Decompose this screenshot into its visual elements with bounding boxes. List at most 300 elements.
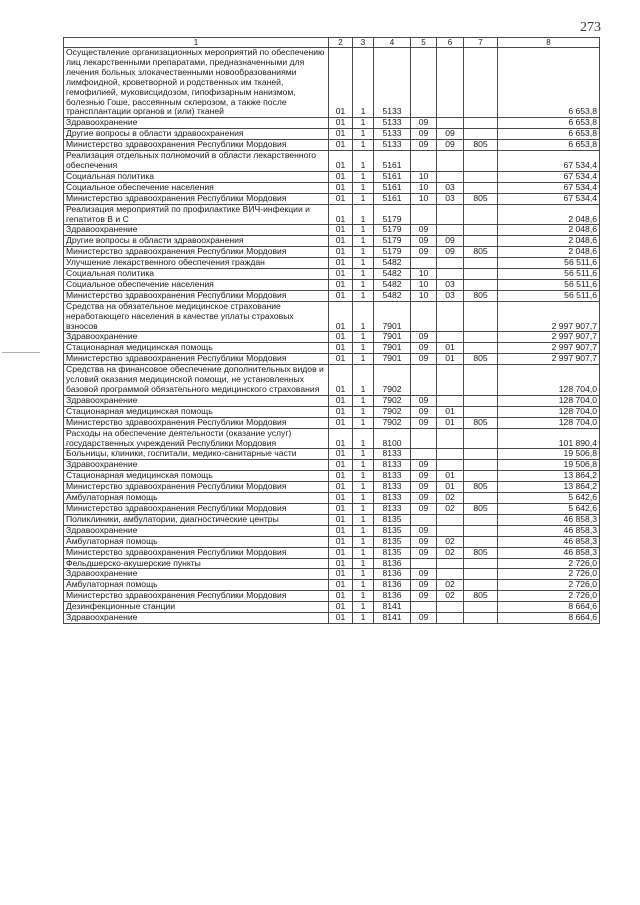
table-row [64,151,600,172]
row-name: Амбулаторная помощь [64,493,329,504]
row-section: 10 [411,193,437,204]
row-ministry-code [464,460,498,471]
table-row [64,558,600,569]
table-row [64,580,600,591]
row-section [411,48,437,118]
row-col-2: 01 [329,365,353,396]
row-col-3: 1 [353,395,374,406]
row-ministry-code [464,602,498,613]
row-amount: 6 653,8 [498,118,600,129]
row-section [411,151,437,172]
table-body [64,48,600,624]
row-section [411,258,437,269]
row-section: 09 [411,525,437,536]
row-subsection: 02 [437,547,464,558]
table-row [64,129,600,140]
row-name: Социальная политика [64,171,329,182]
row-subsection [437,569,464,580]
row-subsection: 02 [437,503,464,514]
row-subsection: 03 [437,290,464,301]
row-amount: 2 048,6 [498,247,600,258]
row-target-code: 8133 [374,471,411,482]
table-row [64,182,600,193]
row-target-code: 5179 [374,225,411,236]
table-row [64,514,600,525]
row-col-3: 1 [353,332,374,343]
row-ministry-code: 805 [464,482,498,493]
row-target-code: 8133 [374,449,411,460]
row-amount: 13 864,2 [498,471,600,482]
row-col-2: 01 [329,503,353,514]
row-col-2: 01 [329,225,353,236]
table-row [64,301,600,332]
row-ministry-code [464,301,498,332]
row-ministry-code [464,613,498,624]
table-row [64,343,600,354]
row-target-code: 5179 [374,236,411,247]
row-name: Больницы, клиники, госпитали, медико-санитарные части [64,449,329,460]
row-col-3: 1 [353,514,374,525]
row-col-3: 1 [353,365,374,396]
row-ministry-code [464,395,498,406]
row-target-code: 8133 [374,503,411,514]
row-target-code: 8133 [374,482,411,493]
row-amount: 6 653,8 [498,129,600,140]
row-name: Здравоохранение [64,225,329,236]
row-col-3: 1 [353,182,374,193]
row-section: 09 [411,236,437,247]
row-subsection: 03 [437,193,464,204]
row-amount: 2 997 907,7 [498,343,600,354]
row-name: Стационарная медицинская помощь [64,471,329,482]
row-ministry-code: 805 [464,417,498,428]
row-target-code: 5482 [374,258,411,269]
row-subsection: 02 [437,591,464,602]
row-name: Министерство здравоохранения Республики Мордовия [64,547,329,558]
row-amount: 46 858,3 [498,514,600,525]
row-subsection [437,269,464,280]
row-col-3: 1 [353,236,374,247]
row-subsection [437,613,464,624]
row-col-2: 01 [329,471,353,482]
row-col-2: 01 [329,354,353,365]
header-col-7: 7 [464,38,498,48]
row-col-2: 01 [329,514,353,525]
header-col-4: 4 [374,38,411,48]
row-subsection: 01 [437,482,464,493]
row-target-code: 8141 [374,613,411,624]
row-col-3: 1 [353,269,374,280]
row-name: Здравоохранение [64,118,329,129]
table-row [64,258,600,269]
row-target-code: 5482 [374,279,411,290]
row-col-2: 01 [329,417,353,428]
row-amount: 67 534,4 [498,182,600,193]
page-number: 273 [580,20,601,35]
row-ministry-code [464,258,498,269]
table-row [64,449,600,460]
row-subsection: 03 [437,279,464,290]
row-name: Реализация мероприятий по профилактике ВИЧ-инфекции и гепатитов B и C [64,204,329,225]
row-ministry-code [464,493,498,504]
row-target-code: 5179 [374,247,411,258]
row-subsection: 03 [437,182,464,193]
row-ministry-code: 805 [464,193,498,204]
row-ministry-code [464,236,498,247]
row-col-3: 1 [353,171,374,182]
row-col-3: 1 [353,460,374,471]
row-section [411,301,437,332]
row-section: 10 [411,182,437,193]
row-section: 09 [411,536,437,547]
row-amount: 2 048,6 [498,225,600,236]
row-col-2: 01 [329,236,353,247]
row-col-2: 01 [329,204,353,225]
table-row [64,525,600,536]
table-row [64,417,600,428]
row-subsection [437,204,464,225]
row-col-3: 1 [353,129,374,140]
row-col-3: 1 [353,591,374,602]
row-target-code: 7902 [374,406,411,417]
row-subsection [437,301,464,332]
row-col-3: 1 [353,503,374,514]
row-section: 10 [411,269,437,280]
row-amount: 67 534,4 [498,151,600,172]
row-col-2: 01 [329,182,353,193]
row-amount: 46 858,3 [498,525,600,536]
row-col-3: 1 [353,569,374,580]
row-col-2: 01 [329,547,353,558]
row-ministry-code [464,558,498,569]
table-row [64,279,600,290]
row-section: 09 [411,354,437,365]
row-col-2: 01 [329,129,353,140]
row-target-code: 7902 [374,417,411,428]
table-row [64,482,600,493]
row-ministry-code [464,536,498,547]
row-col-3: 1 [353,602,374,613]
row-amount: 2 726,0 [498,580,600,591]
row-subsection [437,332,464,343]
table-row [64,365,600,396]
row-name: Здравоохранение [64,332,329,343]
row-name: Министерство здравоохранения Республики Мордовия [64,140,329,151]
table-row [64,332,600,343]
row-amount: 2 997 907,7 [498,332,600,343]
row-amount: 2 726,0 [498,569,600,580]
row-amount: 128 704,0 [498,365,600,396]
row-name: Стационарная медицинская помощь [64,406,329,417]
row-target-code: 8135 [374,547,411,558]
row-amount: 2 048,6 [498,236,600,247]
row-name: Улучшение лекарственного обеспечения граждан [64,258,329,269]
row-col-2: 01 [329,525,353,536]
row-section [411,428,437,449]
row-name: Здравоохранение [64,395,329,406]
table-row [64,193,600,204]
row-section: 09 [411,569,437,580]
row-target-code: 8135 [374,536,411,547]
row-ministry-code [464,204,498,225]
row-col-3: 1 [353,493,374,504]
row-col-2: 01 [329,290,353,301]
row-amount: 5 642,6 [498,493,600,504]
row-col-2: 01 [329,406,353,417]
row-section: 09 [411,395,437,406]
row-ministry-code [464,471,498,482]
row-target-code: 5133 [374,129,411,140]
row-ministry-code [464,406,498,417]
row-col-3: 1 [353,193,374,204]
row-section [411,365,437,396]
row-section: 10 [411,171,437,182]
row-target-code: 8136 [374,591,411,602]
table-row [64,406,600,417]
row-col-3: 1 [353,547,374,558]
row-col-3: 1 [353,354,374,365]
row-col-3: 1 [353,428,374,449]
row-subsection: 09 [437,236,464,247]
margin-mark [2,352,40,353]
row-subsection [437,225,464,236]
row-ministry-code: 805 [464,290,498,301]
table-row [64,269,600,280]
row-col-3: 1 [353,482,374,493]
row-amount: 56 511,6 [498,290,600,301]
row-amount: 67 534,4 [498,193,600,204]
row-ministry-code [464,569,498,580]
row-amount: 101 890,4 [498,428,600,449]
row-ministry-code: 805 [464,503,498,514]
row-subsection [437,258,464,269]
row-col-3: 1 [353,558,374,569]
row-col-3: 1 [353,471,374,482]
header-row [64,38,600,48]
header-col-3: 3 [353,38,374,48]
row-amount: 2 997 907,7 [498,301,600,332]
row-amount: 8 664,6 [498,613,600,624]
row-col-3: 1 [353,406,374,417]
table-row [64,236,600,247]
row-name: Министерство здравоохранения Республики Мордовия [64,591,329,602]
row-target-code: 8100 [374,428,411,449]
row-col-2: 01 [329,395,353,406]
row-col-2: 01 [329,482,353,493]
row-ministry-code [464,182,498,193]
row-name: Министерство здравоохранения Республики Мордовия [64,247,329,258]
row-col-2: 01 [329,140,353,151]
row-ministry-code: 805 [464,354,498,365]
row-target-code: 5133 [374,140,411,151]
row-subsection: 01 [437,417,464,428]
row-subsection [437,395,464,406]
row-col-2: 01 [329,193,353,204]
row-subsection: 01 [437,354,464,365]
row-ministry-code: 805 [464,547,498,558]
row-ministry-code [464,118,498,129]
row-target-code: 5161 [374,151,411,172]
row-amount: 2 726,0 [498,591,600,602]
row-name: Амбулаторная помощь [64,580,329,591]
row-col-3: 1 [353,417,374,428]
row-ministry-code [464,428,498,449]
row-subsection [437,118,464,129]
row-amount: 46 858,3 [498,536,600,547]
row-col-3: 1 [353,343,374,354]
row-ministry-code [464,129,498,140]
row-amount: 13 864,2 [498,482,600,493]
header-col-6: 6 [437,38,464,48]
table-row [64,591,600,602]
row-subsection [437,449,464,460]
row-ministry-code [464,580,498,591]
row-subsection: 01 [437,343,464,354]
row-amount: 2 048,6 [498,204,600,225]
row-amount: 2 997 907,7 [498,354,600,365]
row-target-code: 5161 [374,171,411,182]
budget-table [63,37,600,624]
row-amount: 128 704,0 [498,417,600,428]
row-amount: 6 653,8 [498,48,600,118]
table-row [64,536,600,547]
row-col-2: 01 [329,493,353,504]
row-ministry-code [464,151,498,172]
row-section: 09 [411,406,437,417]
row-name: Средства на обязательное медицинское страхование неработающего населения в качестве уплаты страховых взносов [64,301,329,332]
row-subsection [437,171,464,182]
table-row [64,602,600,613]
row-section: 09 [411,343,437,354]
row-subsection: 02 [437,580,464,591]
row-subsection [437,48,464,118]
table-row [64,48,600,118]
row-name: Другие вопросы в области здравоохранения [64,236,329,247]
row-amount: 6 653,8 [498,140,600,151]
row-name: Средства на финансовое обеспечение дополнительных видов и условий оказания медицинской помощи, не установленных базовой программой обязательного медицинского страхования [64,365,329,396]
row-name: Здравоохранение [64,613,329,624]
row-target-code: 8133 [374,493,411,504]
row-target-code: 8136 [374,558,411,569]
row-target-code: 5133 [374,48,411,118]
row-col-3: 1 [353,151,374,172]
row-name: Дезинфекционные станции [64,602,329,613]
table-row [64,247,600,258]
row-col-3: 1 [353,225,374,236]
row-name: Министерство здравоохранения Республики Мордовия [64,290,329,301]
row-name: Стационарная медицинская помощь [64,343,329,354]
table-row [64,503,600,514]
row-col-2: 01 [329,613,353,624]
row-col-2: 01 [329,580,353,591]
row-name: Здравоохранение [64,460,329,471]
row-name: Социальное обеспечение населения [64,182,329,193]
row-col-3: 1 [353,536,374,547]
row-ministry-code [464,48,498,118]
row-col-3: 1 [353,258,374,269]
row-col-2: 01 [329,269,353,280]
row-ministry-code: 805 [464,140,498,151]
row-name: Министерство здравоохранения Республики Мордовия [64,193,329,204]
row-ministry-code [464,525,498,536]
row-ministry-code [464,279,498,290]
row-col-3: 1 [353,279,374,290]
row-ministry-code [464,332,498,343]
row-col-3: 1 [353,301,374,332]
table-row [64,204,600,225]
row-target-code: 8141 [374,602,411,613]
row-target-code: 8133 [374,460,411,471]
row-amount: 19 506,8 [498,460,600,471]
row-col-2: 01 [329,428,353,449]
row-subsection [437,602,464,613]
row-target-code: 7901 [374,354,411,365]
row-col-2: 01 [329,602,353,613]
row-amount: 128 704,0 [498,395,600,406]
row-name: Другие вопросы в области здравоохранения [64,129,329,140]
row-subsection: 09 [437,140,464,151]
row-col-2: 01 [329,171,353,182]
row-name: Социальное обеспечение населения [64,279,329,290]
row-target-code: 7902 [374,365,411,396]
table-row [64,171,600,182]
row-col-3: 1 [353,449,374,460]
table-row [64,290,600,301]
row-name: Амбулаторная помощь [64,536,329,547]
row-subsection: 01 [437,406,464,417]
row-ministry-code [464,343,498,354]
row-amount: 19 506,8 [498,449,600,460]
row-col-3: 1 [353,525,374,536]
row-subsection: 02 [437,536,464,547]
row-target-code: 8136 [374,569,411,580]
row-target-code: 7901 [374,332,411,343]
row-subsection [437,365,464,396]
row-section: 09 [411,471,437,482]
row-amount: 56 511,6 [498,258,600,269]
row-subsection [437,514,464,525]
row-col-3: 1 [353,48,374,118]
row-subsection [437,525,464,536]
row-section [411,558,437,569]
row-section: 10 [411,290,437,301]
row-target-code: 7901 [374,343,411,354]
row-section: 10 [411,279,437,290]
row-ministry-code [464,365,498,396]
row-target-code: 8136 [374,580,411,591]
row-subsection: 02 [437,493,464,504]
row-col-2: 01 [329,118,353,129]
row-amount: 56 511,6 [498,279,600,290]
row-section: 09 [411,417,437,428]
header-col-8: 8 [498,38,600,48]
row-section: 09 [411,482,437,493]
row-section [411,602,437,613]
row-ministry-code: 805 [464,591,498,602]
row-ministry-code [464,514,498,525]
row-section: 09 [411,332,437,343]
row-subsection [437,460,464,471]
row-col-2: 01 [329,343,353,354]
table-row [64,613,600,624]
row-name: Фельдшерско-акушерские пункты [64,558,329,569]
row-amount: 128 704,0 [498,406,600,417]
row-section: 09 [411,460,437,471]
row-subsection [437,558,464,569]
header-col-2: 2 [329,38,353,48]
row-col-2: 01 [329,279,353,290]
row-ministry-code [464,449,498,460]
